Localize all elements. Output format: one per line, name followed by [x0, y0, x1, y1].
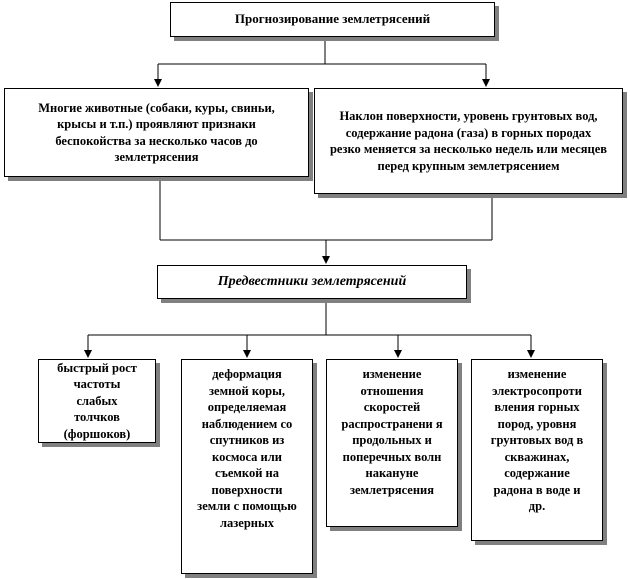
- center-box-precursors: Предвестники землетрясений: [157, 265, 467, 299]
- precursor-box-deformation: деформация земной коры, определяемая наблюдением со спутников из космоса или съемкой на поверхности земли с помощью лазерных: [181, 359, 313, 574]
- precursor-box-foreshocks: быстрый рост частоты слабых толчков (форшоков): [38, 359, 156, 443]
- cause-box-animals: Многие животные (собаки, куры, свиньи, крысы и т.п.) проявляют признаки беспокойства за несколько часов до землетрясения: [4, 88, 309, 177]
- precursor-box-resistivity: изменение электросопроти вления горных пород, уровня грунтовых вод в скважинах, содержание радона в воде и др.: [471, 359, 603, 541]
- precursor-box-wave-velocity: изменение отношения скоростей распространени я продольных и поперечных волн накануне землетрясения: [326, 359, 458, 527]
- title-box: Прогнозирование землетрясений: [170, 2, 495, 37]
- cause-box-surface: Наклон поверхности, уровень грунтовых вод, содержание радона (газа) в горных породах резко меняется за несколько недель или месяцев перед крупным землетрясением: [314, 88, 623, 194]
